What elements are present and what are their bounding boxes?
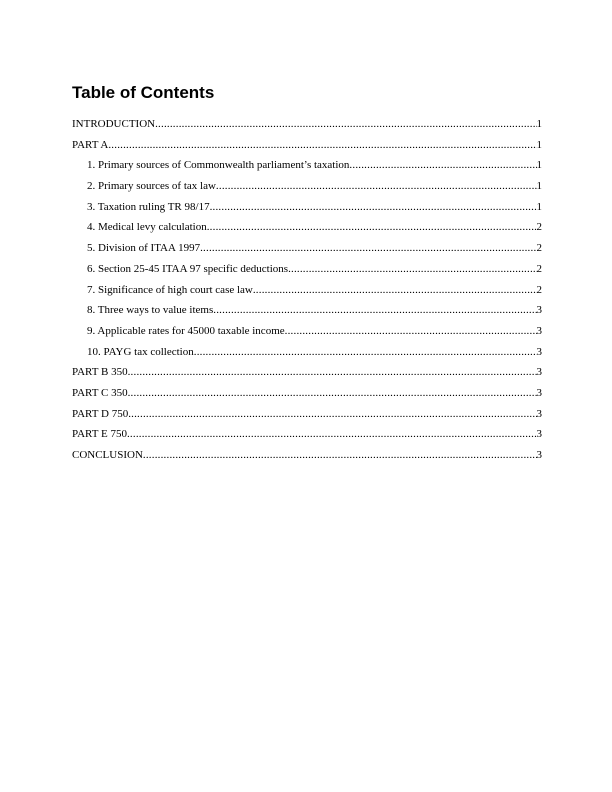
toc-entry-page-number: 3 xyxy=(536,407,542,420)
toc-dot-leader xyxy=(127,427,537,441)
toc-entry[interactable] xyxy=(72,262,542,283)
toc-dot-leader xyxy=(143,448,537,462)
toc-entry-label: 7. Significance of high court case law xyxy=(87,283,253,296)
toc-entry-page-number: 1 xyxy=(536,200,542,213)
toc-entry-page-number: 1 xyxy=(536,180,542,193)
toc-entry[interactable] xyxy=(72,179,542,200)
toc-entry-label: 6. Section 25-45 ITAA 97 specific deductions xyxy=(87,262,289,275)
toc-dot-leader xyxy=(210,200,537,214)
toc-entry-label: 10. PAYG tax collection xyxy=(87,345,194,358)
toc-dot-leader xyxy=(216,179,537,193)
toc-entry-label: 4. Medical levy calculation xyxy=(87,221,207,234)
toc-entry-page-number: 2 xyxy=(536,283,542,296)
toc-entry-label: PART D 750 xyxy=(72,407,129,420)
toc-dot-leader xyxy=(155,117,536,131)
toc-dot-leader xyxy=(349,158,536,172)
toc-dot-leader xyxy=(128,365,537,379)
toc-entry-label: 8. Three ways to value items xyxy=(87,304,214,317)
toc-entry[interactable] xyxy=(72,200,542,221)
toc-entry[interactable] xyxy=(72,117,542,138)
toc-entry[interactable] xyxy=(72,303,542,324)
toc-entry[interactable] xyxy=(72,241,542,262)
toc-dot-leader xyxy=(288,262,536,276)
toc-entry[interactable] xyxy=(72,138,542,159)
toc-entry-label: 9. Applicable rates for 45000 taxable income xyxy=(87,324,285,337)
toc-entry-label: PART A xyxy=(72,138,109,151)
toc-entry-page-number: 3 xyxy=(536,304,542,317)
toc-entry[interactable] xyxy=(72,427,542,448)
toc-dot-leader xyxy=(128,407,536,421)
toc-entry-page-number: 1 xyxy=(536,159,542,172)
toc-entry[interactable] xyxy=(72,407,542,428)
toc-entry[interactable] xyxy=(72,365,542,386)
toc-entry-page-number: 2 xyxy=(536,221,542,234)
toc-entry-label: PART B 350 xyxy=(72,366,128,379)
toc-entry-page-number: 3 xyxy=(536,345,542,358)
toc-entry-page-number: 3 xyxy=(536,386,542,399)
toc-entry-label: INTRODUCTION xyxy=(72,118,156,130)
toc-list xyxy=(72,117,542,469)
toc-entry-page-number: 3 xyxy=(536,428,542,441)
toc-dot-leader xyxy=(128,386,537,400)
toc-dot-leader xyxy=(200,241,536,255)
toc-entry-page-number: 3 xyxy=(536,366,542,379)
toc-dot-leader xyxy=(253,283,537,297)
toc-dot-leader xyxy=(285,324,537,338)
toc-entry[interactable] xyxy=(72,220,542,241)
toc-entry[interactable] xyxy=(72,345,542,366)
toc-dot-leader xyxy=(108,138,536,152)
toc-dot-leader xyxy=(207,220,537,234)
toc-entry-page-number: 2 xyxy=(536,262,542,275)
toc-entry-label: PART C 350 xyxy=(72,386,128,399)
toc-entry-page-number: 1 xyxy=(536,138,542,151)
toc-entry-page-number: 3 xyxy=(536,449,542,461)
toc-entry[interactable] xyxy=(72,448,542,469)
toc-dot-leader xyxy=(213,303,536,317)
toc-entry-label: 5. Division of ITAA 1997 xyxy=(87,242,201,255)
toc-entry[interactable] xyxy=(72,158,542,179)
toc-entry[interactable] xyxy=(72,283,542,304)
toc-entry-page-number: 1 xyxy=(536,118,542,130)
toc-entry-label: 1. Primary sources of Commonwealth parliament’s taxation xyxy=(87,159,350,172)
toc-entry-label: CONCLUSION xyxy=(72,449,143,461)
toc-entry-label: PART E 750 xyxy=(72,428,127,441)
toc-entry-page-number: 2 xyxy=(536,242,542,255)
toc-entry[interactable] xyxy=(72,386,542,407)
toc-entry-label: 3. Taxation ruling TR 98/17 xyxy=(87,200,210,213)
toc-title: Table of Contents xyxy=(72,83,215,102)
toc-entry[interactable] xyxy=(72,324,542,345)
toc-entry-page-number: 3 xyxy=(536,324,542,337)
toc-dot-leader xyxy=(194,345,537,359)
toc-entry-label: 2. Primary sources of tax law xyxy=(87,180,216,193)
